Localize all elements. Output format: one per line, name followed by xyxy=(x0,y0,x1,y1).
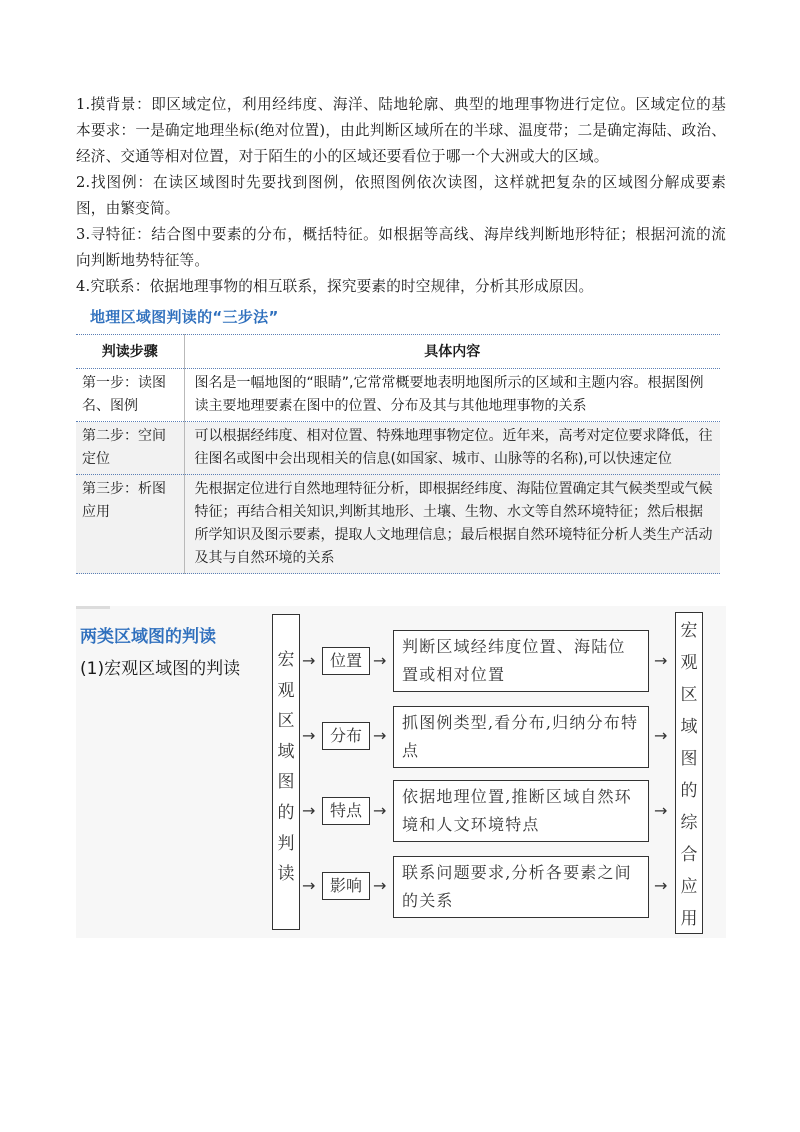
table-row xyxy=(76,475,720,574)
key-position: 位置 xyxy=(322,647,370,675)
header-step: 判读步骤 xyxy=(76,335,184,369)
step-cell: 第一步：读图名、图例 xyxy=(76,369,184,422)
paragraph-3: 3.寻特征：结合图中要素的分布，概括特征。如根据等高线、海岸线判断地形特征；根据河流的流向判断地势特征等。 xyxy=(76,226,726,269)
arrow-icon: → xyxy=(373,726,387,745)
right-box-char: 图 xyxy=(680,749,698,769)
right-box-char: 用 xyxy=(680,909,698,929)
key-influence: 影响 xyxy=(322,872,370,900)
header-content: 具体内容 xyxy=(184,335,720,369)
lower-heading: 两类区域图的判读 xyxy=(80,627,216,647)
right-box-char: 区 xyxy=(680,685,698,705)
arrow-icon: → xyxy=(302,876,316,895)
table-row xyxy=(76,369,720,422)
arrow-icon: → xyxy=(654,651,668,670)
table-header-row xyxy=(76,335,720,369)
key-features: 特点 xyxy=(322,797,370,825)
key-distribution: 分布 xyxy=(322,722,370,750)
macro-reading-box xyxy=(272,614,300,930)
table-row xyxy=(76,422,720,475)
steps-table xyxy=(76,334,720,574)
left-box-char: 域 xyxy=(277,741,295,762)
lower-subheading: (1)宏观区域图的判读 xyxy=(80,659,241,679)
desc-position: 判断区域经纬度位置、海陆位置或相对位置 xyxy=(393,630,649,692)
step-cell: 第二步：空间定位 xyxy=(76,422,184,475)
arrow-icon: → xyxy=(654,726,668,745)
macro-application-box xyxy=(675,612,703,934)
section-title: 地理区域图判读的“三步法” xyxy=(90,308,279,326)
left-box-char: 观 xyxy=(277,680,295,701)
arrow-icon: → xyxy=(373,876,387,895)
left-box-char: 宏 xyxy=(277,650,295,670)
paragraph-2: 2.找图例：在读区域图时先要找到图例，依照图例依次读图，这样就把复杂的区域图分解成要素图，由繁变简。 xyxy=(76,174,726,217)
right-box-char: 域 xyxy=(680,717,698,737)
right-box-char: 观 xyxy=(680,653,698,673)
desc-features: 依据地理位置,推断区域自然环境和人文环境特点 xyxy=(393,780,649,842)
right-box-char: 宏 xyxy=(680,621,698,641)
step-cell: 第三步：析图应用 xyxy=(76,475,184,574)
desc-distribution: 抓图例类型,看分布,归纳分布特点 xyxy=(393,706,649,768)
right-box-char: 综 xyxy=(680,813,698,833)
left-box-char: 判 xyxy=(277,833,295,854)
content-cell: 先根据定位进行自然地理特征分析，即根据经纬度、海陆位置确定其气候类型或气候特征；再结合相关知识,判断其地形、土壤、生物、水文等自然环境特征；然后根据所学知识及图示要素，提取人文地理信息；最后根据自然环境特征分析人类生产活动及其与自然环境的关系 xyxy=(184,475,720,574)
right-box-char: 应 xyxy=(680,877,698,897)
left-box-char: 区 xyxy=(277,711,295,732)
right-box-char: 的 xyxy=(680,781,698,801)
content-cell: 可以根据经纬度、相对位置、特殊地理事物定位。近年来，高考对定位要求降低，往往图名或图中会出现相关的信息(如国家、城市、山脉等的名称),可以快速定位 xyxy=(184,422,720,475)
left-box-char: 图 xyxy=(277,772,295,793)
paragraph-1: 1.摸背景：即区域定位，利用经纬度、海洋、陆地轮廓、典型的地理事物进行定位。区域定位的基本要求：一是确定地理坐标(绝对位置)，由此判断区域所在的半球、温度带；二是确定海陆、政治、经济、交通等相对位置，对于陌生的小的区域还要看位于哪一个大洲或大的区域。 xyxy=(76,96,726,165)
content-cell: 图名是一幅地图的“眼睛”,它常常概要地表明地图所示的区域和主题内容。根据图例读主要地理要素在图中的位置、分布及其与其他地理事物的关系 xyxy=(184,369,720,422)
arrow-icon: → xyxy=(302,651,316,670)
arrow-icon: → xyxy=(373,651,387,670)
arrow-icon: → xyxy=(302,801,316,820)
left-box-char: 读 xyxy=(277,864,295,885)
paragraph-4: 4.究联系：依据地理事物的相互联系，探究要素的时空规律，分析其形成原因。 xyxy=(76,278,594,295)
right-box-char: 合 xyxy=(680,845,698,865)
arrow-icon: → xyxy=(302,726,316,745)
desc-influence: 联系问题要求,分析各要素之间的关系 xyxy=(393,856,649,918)
arrow-icon: → xyxy=(654,876,668,895)
left-box-char: 的 xyxy=(277,802,295,823)
arrow-icon: → xyxy=(373,801,387,820)
arrow-icon: → xyxy=(654,801,668,820)
